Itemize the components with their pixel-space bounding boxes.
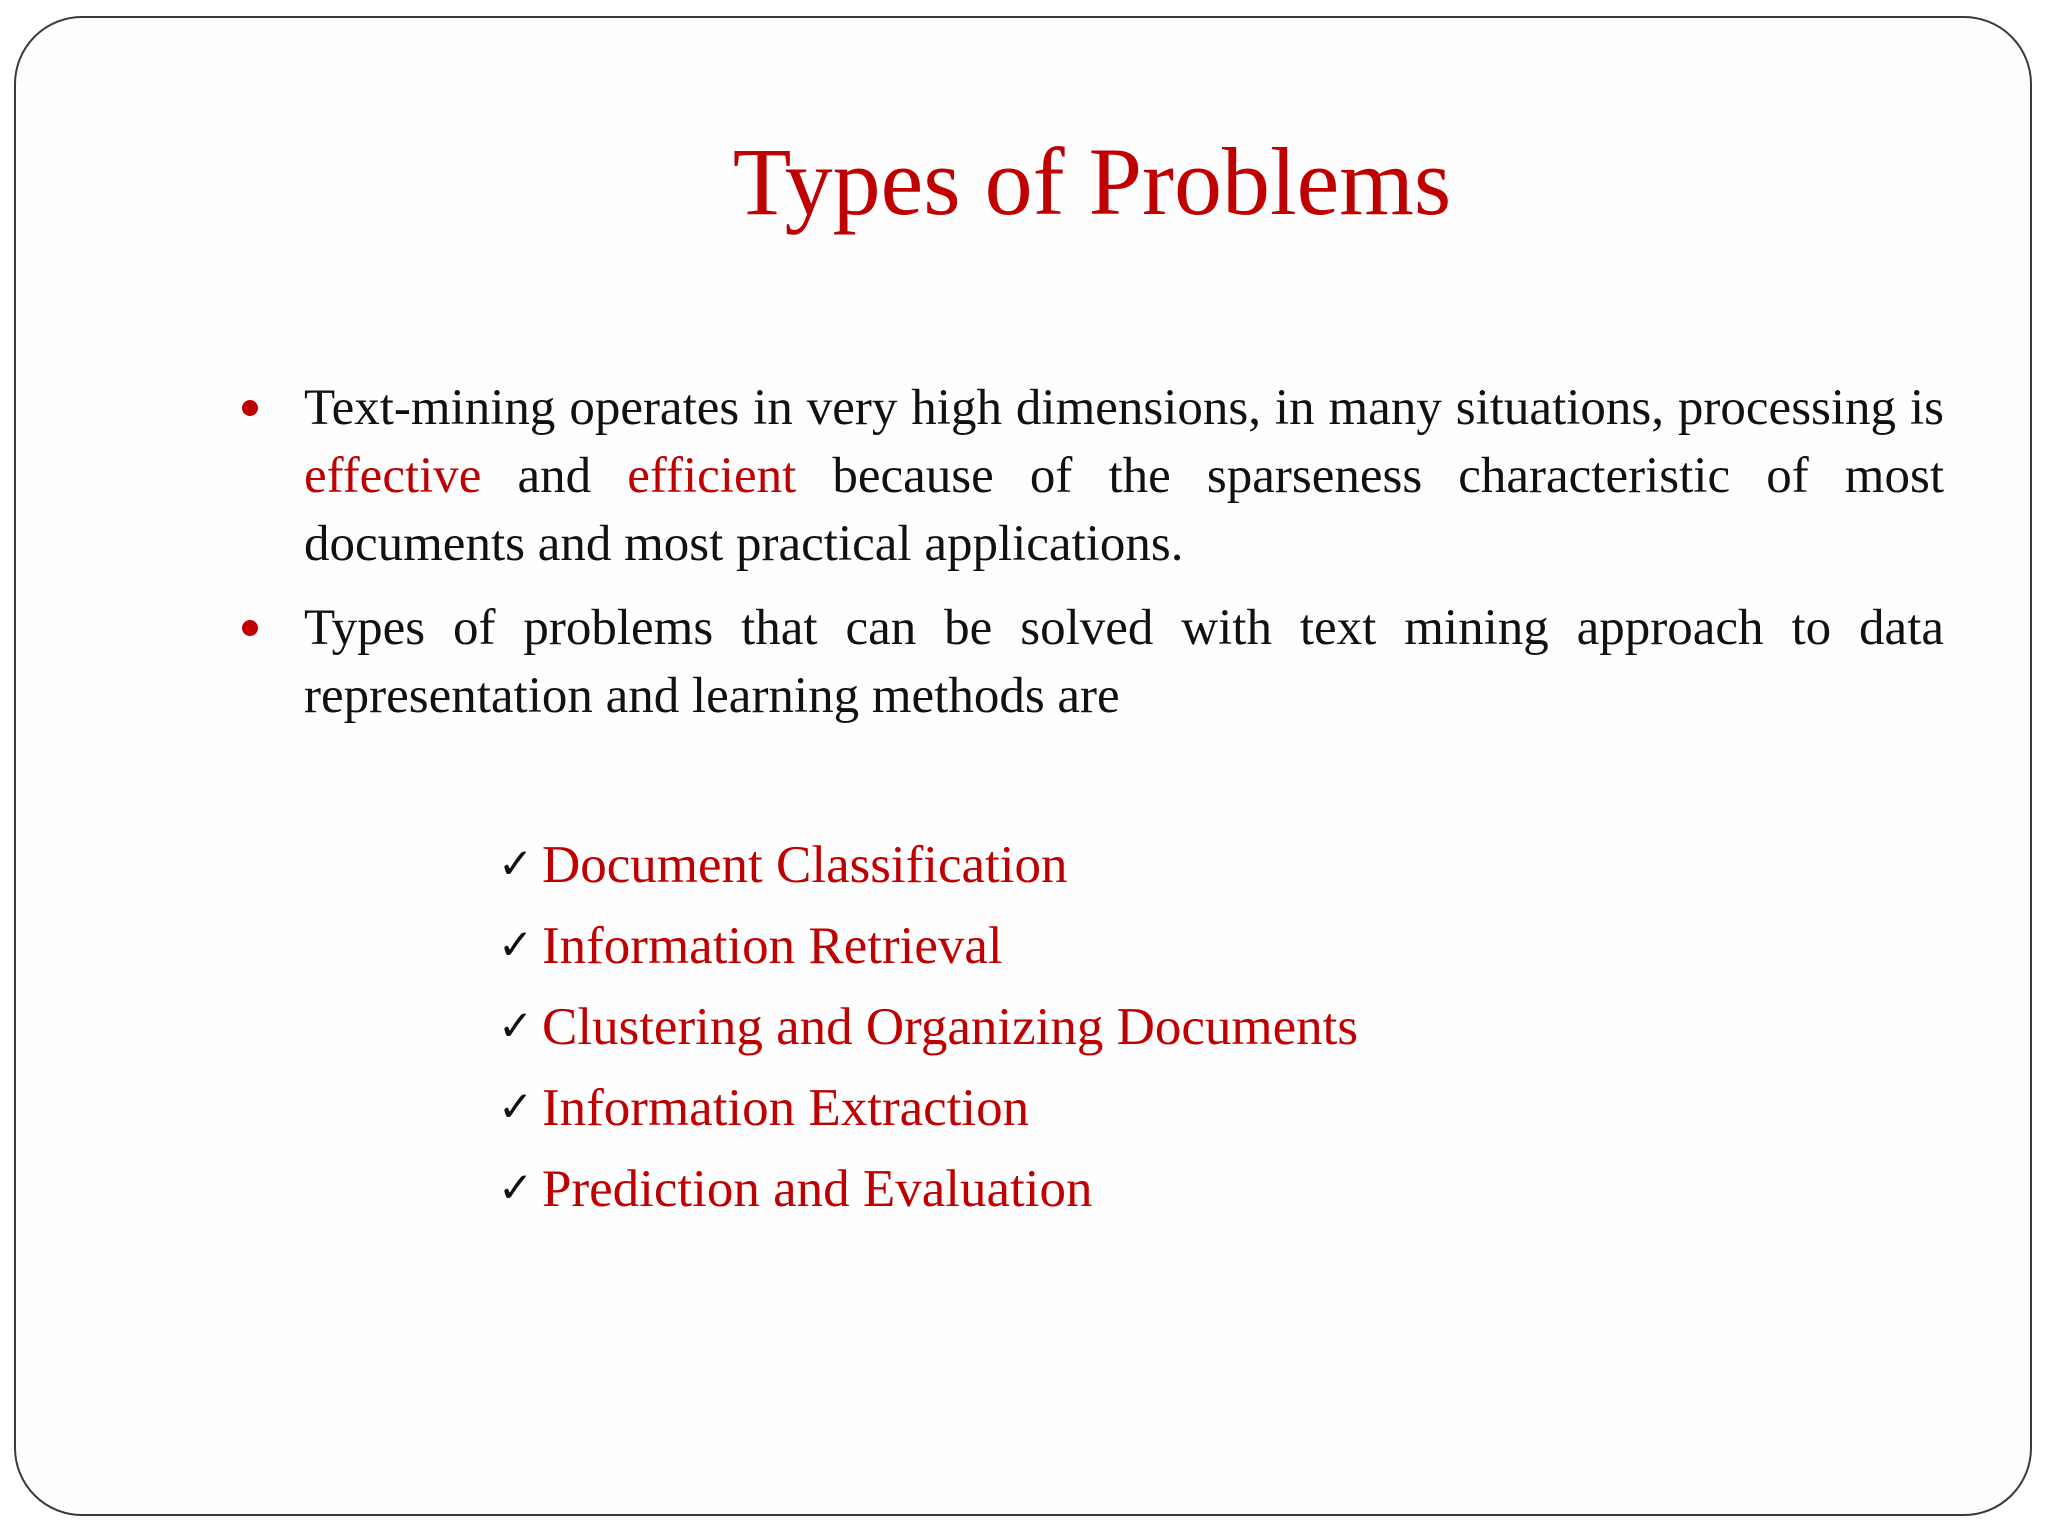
- bullet-dot-icon: [242, 400, 258, 416]
- bullet-list: [242, 374, 1944, 746]
- checkmark-icon: ✓: [498, 839, 534, 888]
- checkmark-icon: ✓: [498, 1082, 534, 1131]
- checkmark-icon: ✓: [498, 1163, 534, 1212]
- checklist-item-label: Information Extraction: [542, 1079, 1030, 1137]
- checklist-item-label: Document Classification: [542, 836, 1068, 894]
- slide-frame: [14, 16, 2032, 1516]
- checklist-item: [498, 905, 1358, 986]
- highlight-effective: effective: [304, 448, 482, 504]
- checklist-item: [498, 1067, 1358, 1148]
- highlight-efficient: efficient: [627, 448, 797, 504]
- problem-type-checklist: [498, 824, 1358, 1229]
- bullet-text: and: [481, 448, 628, 504]
- checklist-item: [498, 824, 1358, 905]
- checkmark-icon: ✓: [498, 920, 534, 969]
- bullet-text: Text-mining operates in very high dimensions, in many situations, processing is: [304, 380, 1944, 436]
- bullet-item-1: [242, 374, 1944, 578]
- checklist-item: [498, 986, 1358, 1067]
- checklist-item: [498, 1148, 1358, 1229]
- checklist-item-label: Clustering and Organizing Documents: [542, 998, 1358, 1056]
- checklist-item-label: Information Retrieval: [542, 917, 1003, 975]
- bullet-dot-icon: [242, 620, 258, 636]
- checklist-item-label: Prediction and Evaluation: [542, 1160, 1093, 1218]
- bullet-text: because of the sparseness characteristic of most documents and most practical applications.: [304, 448, 1944, 572]
- bullet-text: Types of problems that can be solved with text mining approach to data representation and learning methods are: [304, 600, 1944, 724]
- slide-title: Types of Problems: [732, 128, 1452, 235]
- bullet-item-2: [242, 594, 1944, 730]
- checkmark-icon: ✓: [498, 1001, 534, 1050]
